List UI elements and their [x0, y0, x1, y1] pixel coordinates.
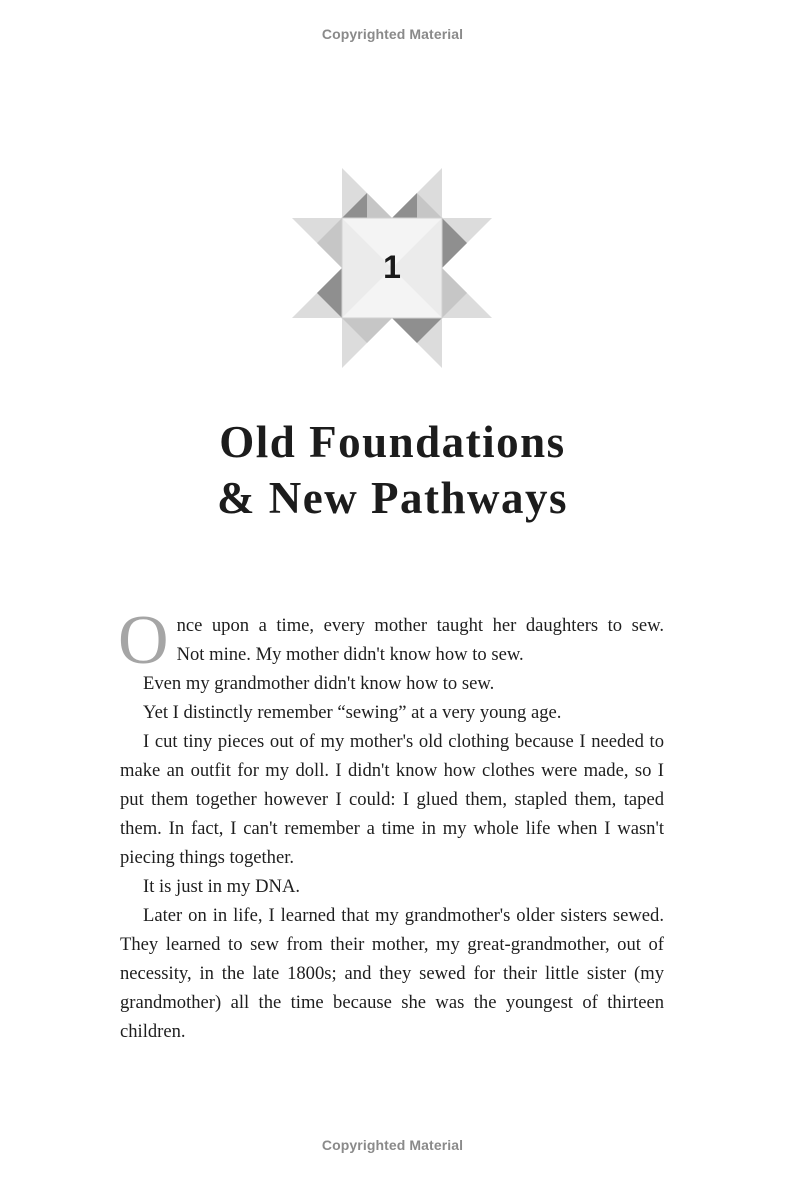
- copyright-watermark-top: Copyrighted Material: [321, 26, 464, 42]
- paragraph: It is just in my DNA.: [143, 876, 301, 897]
- opening-line-continued: Not mine. My mother didn't know how to sew.: [176, 644, 524, 665]
- paragraph: I cut tiny pieces out of my mother's old clothing because I needed to make an outfit for my doll. I didn't know how clothes were made, so I put them together however I could: I glued them, stapled them, taped them. In fact, I can't remember a time in my whole life when I wasn't piecing things together.: [120, 731, 664, 868]
- chapter-title-line-1: Old Foundations: [219, 417, 566, 467]
- chapter-body: [118, 602, 664, 1046]
- drop-cap: O: [118, 602, 169, 679]
- paragraph: Even my grandmother didn't know how to sew.: [143, 673, 495, 694]
- opening-line: nce upon a time, every mother taught her daughters to sew.: [176, 615, 664, 636]
- opening-paragraph: [118, 602, 664, 679]
- paragraph: Yet I distinctly remember “sewing” at a very young age.: [143, 702, 562, 723]
- chapter-title: [0, 414, 785, 526]
- chapter-number: 1: [383, 249, 401, 285]
- copyright-watermark-bottom: Copyrighted Material: [321, 1137, 464, 1153]
- paragraph: Later on in life, I learned that my grandmother's older sisters sewed. They learned to sew from their mother, my great-grandmother, out of necessity, in the late 1800s; and they sewed for their little sister (my grandmother) all the time because she was the youngest of thirteen children.: [120, 905, 664, 1042]
- chapter-title-line-2: & New Pathways: [217, 473, 568, 523]
